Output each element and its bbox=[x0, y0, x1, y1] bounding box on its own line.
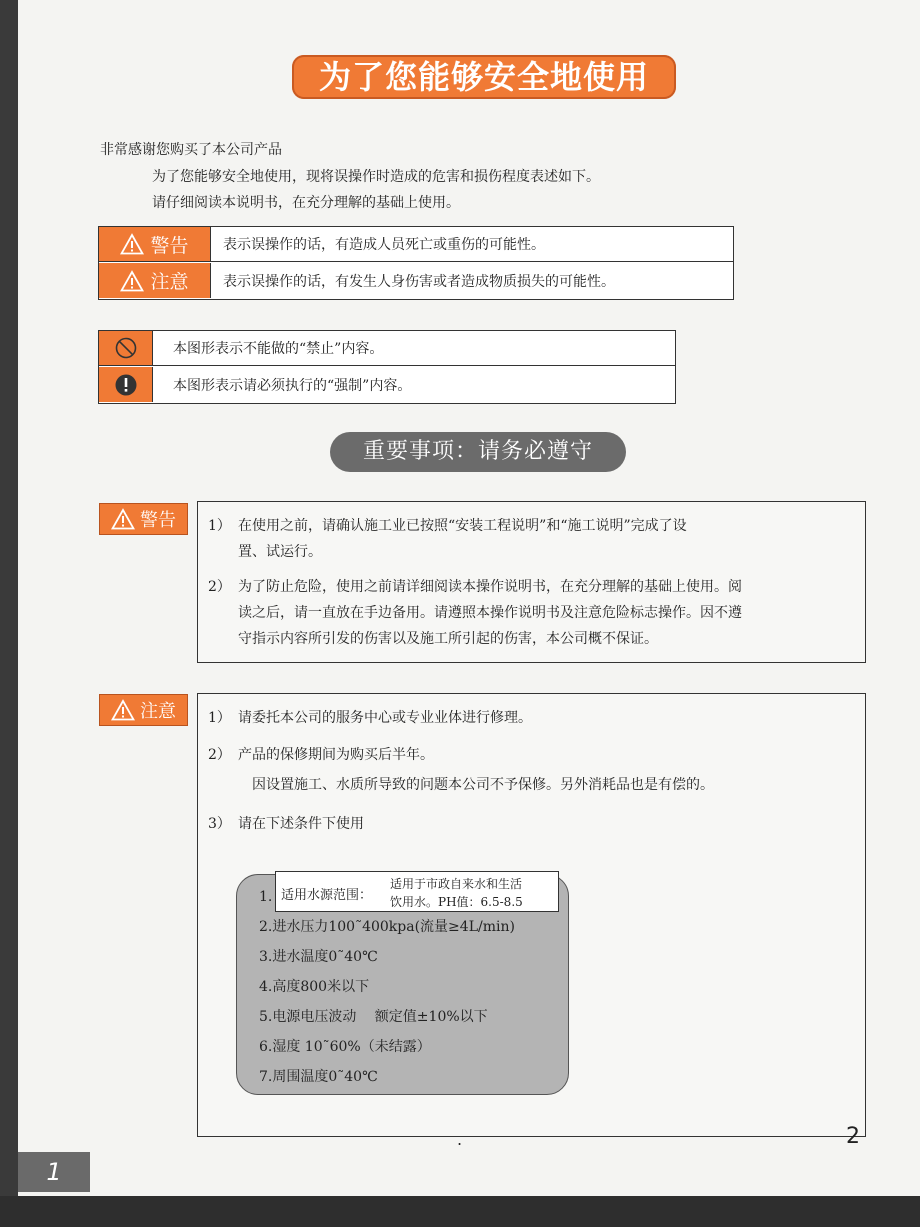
footer-dot: . bbox=[457, 1130, 463, 1149]
condition-6: 6.湿度 10˜60%（未结露） bbox=[259, 1039, 431, 1055]
caution-item-1-num: 1） bbox=[208, 710, 231, 726]
condition-5: 5.电源电压波动 额定值±10%以下 bbox=[259, 1009, 488, 1025]
page-number: 2 bbox=[846, 1124, 860, 1149]
section-title: 重要事项：请务必遵守 bbox=[330, 432, 626, 472]
prohibit-icon bbox=[114, 336, 138, 360]
symbol-legend bbox=[98, 330, 676, 404]
page-tab: 1 bbox=[18, 1152, 90, 1192]
warning-badge bbox=[99, 227, 211, 261]
warning-box bbox=[197, 501, 866, 663]
legend-row-mandatory bbox=[99, 367, 675, 402]
warning-description: 表示误操作的话，有造成人员死亡或重伤的可能性。 bbox=[223, 237, 545, 253]
intro-line-3: 请仔细阅读本说明书，在充分理解的基础上使用。 bbox=[152, 195, 460, 211]
warning-item-2-line-1: 为了防止危险，使用之前请详细阅读本操作说明书，在充分理解的基础上使用。阅 bbox=[238, 579, 742, 595]
warning-item-1-line-2: 置、试运行。 bbox=[238, 544, 322, 560]
warning-item-2-line-3: 守指示内容所引发的伤害以及施工所引起的伤害，本公司概不保证。 bbox=[238, 631, 658, 647]
scan-edge-bottom bbox=[0, 1196, 920, 1227]
caution-item-1-line-1: 请委托本公司的服务中心或专业业体进行修理。 bbox=[238, 710, 532, 726]
warning-item-1-line-1: 在使用之前，请确认施工业已按照“安装工程说明”和“施工说明”完成了设 bbox=[238, 518, 687, 534]
intro-line-2: 为了您能够安全地使用，现将误操作时造成的危害和损伤程度表述如下。 bbox=[152, 169, 600, 185]
water-source-detail-1: 适用于市政自来水和生活 bbox=[390, 877, 523, 891]
warning-item-1-num: 1） bbox=[208, 518, 231, 534]
warning-badge-label: 警告 bbox=[150, 234, 189, 257]
warning-item-2-line-2: 读之后，请一直放在手边备用。请遵照本操作说明书及注意危险标志操作。因不遵 bbox=[238, 605, 742, 621]
water-source-title: 适用水源范围： bbox=[281, 888, 373, 903]
warning-triangle-icon bbox=[120, 233, 144, 255]
scan-edge-left bbox=[0, 0, 18, 1227]
warning-item-2-num: 2） bbox=[208, 579, 231, 595]
caution-tag-icon bbox=[111, 699, 135, 721]
condition-1-num: 1. bbox=[259, 889, 273, 905]
condition-4: 4.高度800米以下 bbox=[259, 979, 370, 995]
condition-3: 3.进水温度0˜40℃ bbox=[259, 949, 378, 965]
mandatory-badge bbox=[99, 367, 153, 402]
prohibit-description: 本图形表示不能做的“禁止”内容。 bbox=[173, 341, 384, 357]
caution-item-3-line-1: 请在下述条件下使用 bbox=[238, 816, 364, 832]
caution-triangle-icon bbox=[120, 270, 144, 292]
water-source-label bbox=[275, 871, 559, 912]
warning-tag bbox=[99, 503, 188, 535]
warning-tag-label: 警告 bbox=[140, 510, 176, 531]
caution-item-2-line-2: 因设置施工、水质所导致的问题本公司不予保修。另外消耗品也是有偿的。 bbox=[252, 777, 714, 793]
caution-item-2-line-1: 产品的保修期间为购买后半年。 bbox=[238, 747, 434, 763]
caution-item-3-num: 3） bbox=[208, 816, 231, 832]
mandatory-icon bbox=[114, 373, 138, 397]
prohibit-badge bbox=[99, 331, 153, 365]
condition-2: 2.进水压力100˜400kpa(流量≥4L/min) bbox=[259, 919, 515, 935]
legend-row-prohibit bbox=[99, 331, 675, 366]
page-title: 为了您能够安全地使用 bbox=[292, 55, 676, 99]
caution-badge bbox=[99, 263, 211, 298]
water-source-detail-2: 饮用水。PH值：6.5-8.5 bbox=[390, 895, 523, 909]
caution-item-2-num: 2） bbox=[208, 747, 231, 763]
warning-tag-icon bbox=[111, 508, 135, 530]
condition-7: 7.周围温度0˜40℃ bbox=[259, 1069, 378, 1085]
caution-badge-label: 注意 bbox=[150, 271, 189, 293]
caution-description: 表示误操作的话，有发生人身伤害或者造成物质损失的可能性。 bbox=[223, 273, 615, 290]
severity-legend bbox=[98, 226, 734, 300]
caution-tag bbox=[99, 694, 188, 726]
legend-row-caution bbox=[99, 263, 733, 298]
mandatory-description: 本图形表示请必须执行的“强制”内容。 bbox=[173, 377, 412, 394]
intro-line-1: 非常感谢您购买了本公司产品 bbox=[100, 142, 282, 158]
legend-row-warning bbox=[99, 227, 733, 262]
caution-tag-label: 注意 bbox=[140, 701, 176, 722]
